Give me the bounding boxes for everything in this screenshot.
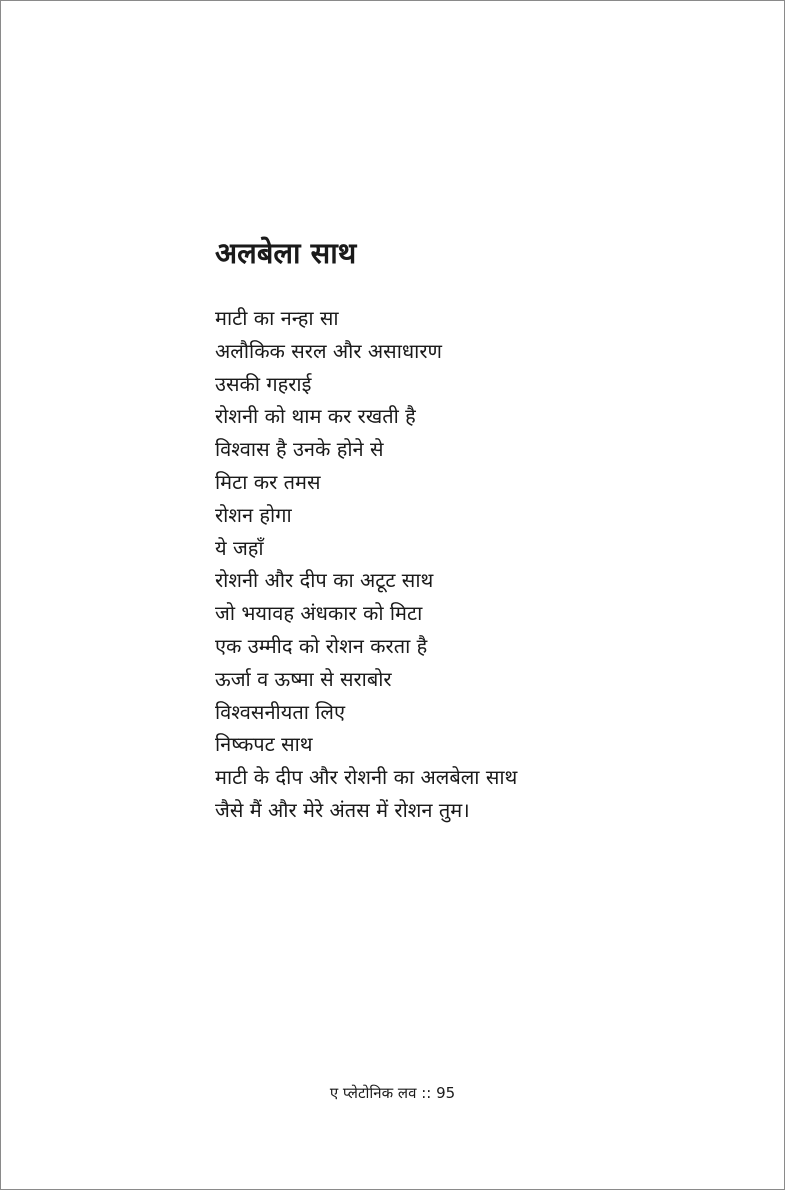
poem-line: एक उम्मीद को रोशन करता है — [215, 633, 428, 658]
poem-line: ये जहाँ — [215, 535, 264, 560]
poem-line: विश्वास है उनके होने से — [215, 437, 384, 462]
page-footer: ए प्लेटोनिक लव :: 95 — [329, 1084, 456, 1102]
poem-line: रोशनी और दीप का अटूट साथ — [215, 568, 434, 593]
poem-line: उसकी गहराई — [215, 371, 312, 396]
poem-line: जो भयावह अंधकार को मिटा — [215, 601, 423, 626]
poem-line: मिटा कर तमस — [215, 469, 321, 494]
poem-line: रोशन होगा — [215, 502, 292, 527]
poem-line: रोशनी को थाम कर रखती है — [215, 404, 416, 429]
poem-body — [215, 302, 517, 827]
poem-line: ऊर्जा व ऊष्मा से सराबोर — [215, 666, 392, 691]
poem-line: अलौकिक सरल और असाधारण — [215, 338, 442, 363]
poem-line: विश्वसनीयता लिए — [215, 699, 346, 724]
poem-line: जैसे मैं और मेरे अंतस में रोशन तुम। — [215, 797, 470, 822]
poem-line: माटी का नन्हा सा — [215, 306, 339, 330]
poem-title: अलबेला साथ — [215, 236, 357, 270]
poem-line: निष्कपट साथ — [215, 732, 313, 757]
poem-line: माटी के दीप और रोशनी का अलबेला साथ — [215, 765, 518, 790]
